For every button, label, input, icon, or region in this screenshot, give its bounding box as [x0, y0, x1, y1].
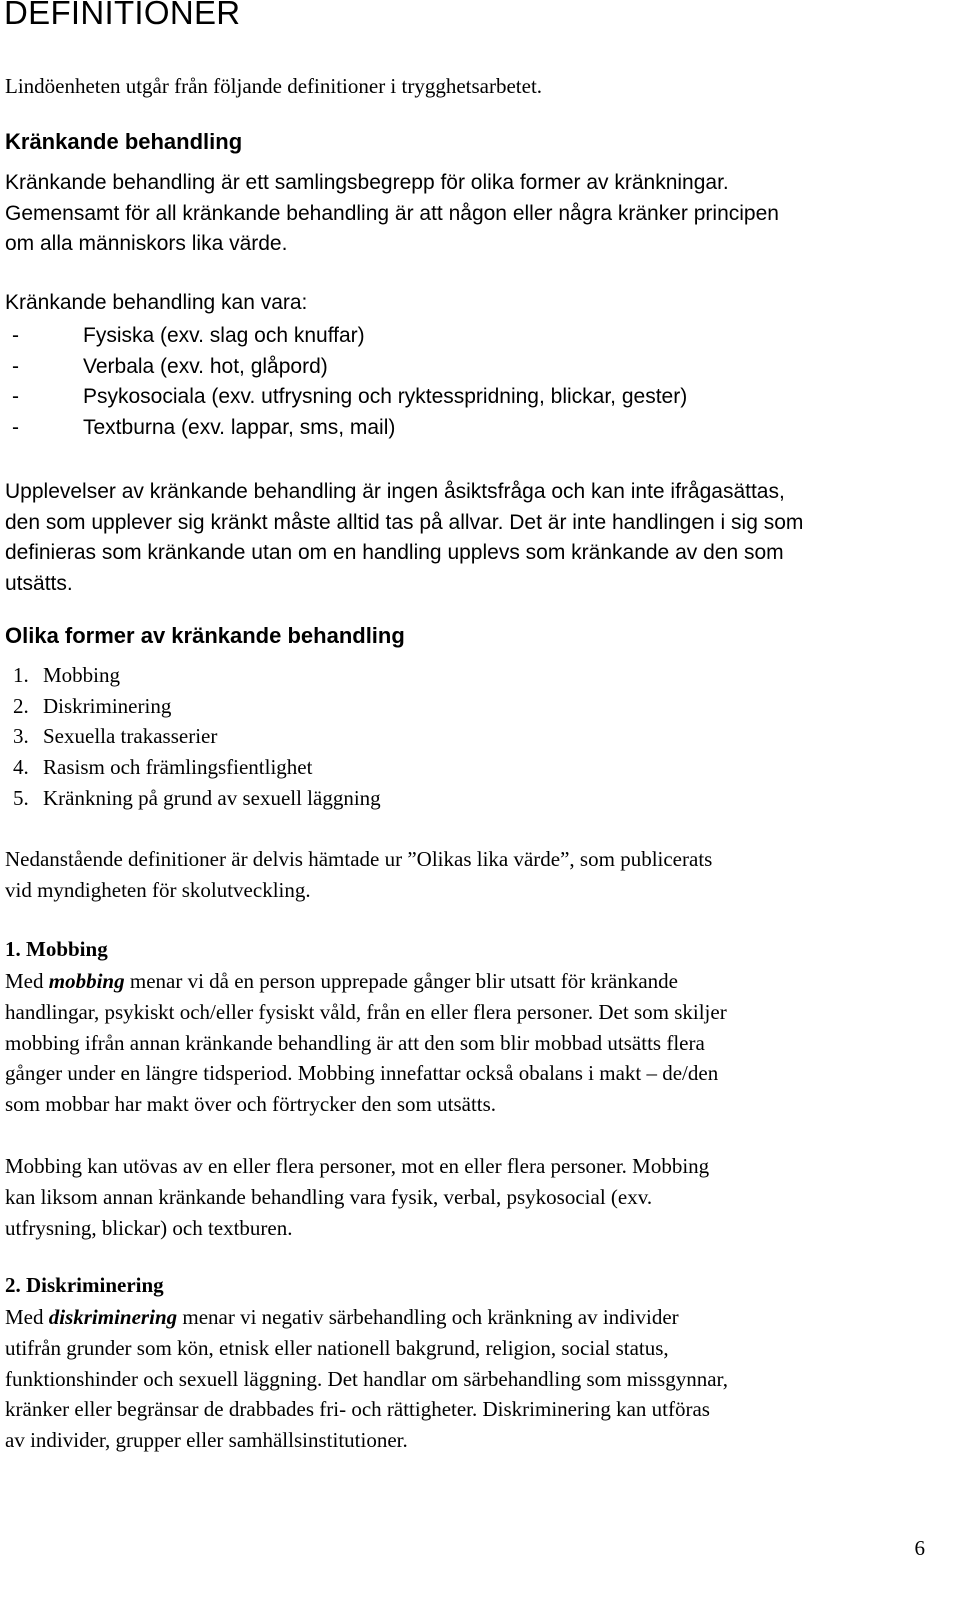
krankande-types-list — [5, 321, 687, 443]
list-item-label: Psykosociala (exv. utfrysning och ryktesspridning, blickar, gester) — [83, 385, 688, 408]
paragraph-line: utifrån grunder som kön, etnisk eller nationell bakgrund, religion, social status, — [5, 1335, 669, 1360]
list-item-label: Kränkning på grund av sexuell läggning — [43, 785, 381, 810]
paragraph-line: definieras som kränkande utan om en handling upplevs som kränkande av den som — [5, 541, 784, 564]
list-item-label: Diskriminering — [43, 693, 172, 718]
paragraph-line — [5, 1302, 728, 1333]
paragraph-line: som mobbar har makt över och förtrycker den som utsätts. — [5, 1092, 497, 1117]
paragraph-line: utsätts. — [5, 571, 73, 595]
experience-paragraph — [5, 477, 803, 599]
page-number: 6 — [914, 1536, 925, 1560]
list-number: 1. — [13, 663, 29, 687]
paragraph-line: mobbing ifrån annan kränkande behandling är att den som blir mobbad utsätts flera — [5, 1030, 705, 1055]
text-segment: menar vi då en person upprepade gånger blir utsatt för kränkande — [124, 969, 678, 993]
list-item-label: Mobbing — [43, 663, 121, 687]
paragraph-line: utfrysning, blickar) och textburen. — [5, 1215, 293, 1240]
list-item — [5, 321, 687, 352]
list-item — [5, 352, 687, 383]
list-number: 3. — [13, 724, 29, 749]
paragraph-line: funktionshinder och sexuell läggning. Det handlar om särbehandling som missgynnar, — [5, 1366, 728, 1391]
text-segment: menar vi negativ särbehandling och kränkning av individer — [177, 1305, 679, 1329]
dash-marker: - — [12, 324, 19, 347]
list-item-label: Verbala (exv. hot, glåpord) — [83, 354, 328, 378]
list-item-label: Sexuella trakasserier — [43, 724, 218, 749]
section-heading-mobbing: 1. Mobbing — [5, 937, 108, 961]
list-item — [5, 783, 381, 814]
paragraph-line: den som upplever sig kränkt måste alltid tas på allvar. Det är inte handlingen i sig som — [5, 510, 804, 534]
paragraph-line: handlingar, psykiskt och/eller fysiskt våld, från en eller flera personer. Det som skiljer — [5, 999, 727, 1024]
mobbing-paragraph-1 — [5, 966, 727, 1120]
source-paragraph — [5, 844, 712, 906]
paragraph-line: om alla människors lika värde. — [5, 232, 288, 255]
mobbing-paragraph-2 — [5, 1151, 709, 1243]
paragraph-line: Gemensamt för all kränkande behandling är att någon eller några kränker principen — [5, 201, 779, 225]
list-intro: Kränkande behandling kan vara: — [5, 291, 308, 314]
paragraph-line: vid myndigheten för skolutveckling. — [5, 877, 311, 902]
list-item-label: Rasism och främlingsfientlighet — [43, 755, 313, 780]
list-item — [5, 660, 381, 691]
emphasized-term: mobbing — [48, 969, 125, 993]
list-item — [5, 752, 381, 783]
list-number: 4. — [13, 755, 29, 780]
section-heading-olika-former: Olika former av kränkande behandling — [5, 623, 405, 648]
list-item — [5, 721, 381, 752]
paragraph-line: gånger under en längre tidsperiod. Mobbing innefattar också obalans i makt – de/den — [5, 1061, 719, 1086]
list-number: 5. — [13, 785, 29, 810]
page-title: DEFINITIONER — [4, 0, 241, 31]
list-number: 2. — [13, 693, 29, 718]
forms-numbered-list — [5, 660, 381, 814]
section-heading-diskriminering: 2. Diskriminering — [5, 1273, 164, 1297]
emphasized-term: diskriminering — [48, 1305, 178, 1329]
list-item-label: Fysiska (exv. slag och knuffar) — [83, 324, 365, 347]
dash-marker: - — [12, 354, 19, 378]
paragraph-line: Kränkande behandling är ett samlingsbegrepp för olika former av kränkningar. — [5, 171, 729, 194]
text-segment: Med — [5, 1305, 49, 1329]
dash-marker: - — [12, 385, 19, 408]
intro-text: Lindöenheten utgår från följande definitioner i trygghetsarbetet. — [5, 74, 543, 98]
paragraph-line: av individer, grupper eller samhällsinstitutioner. — [5, 1428, 408, 1453]
paragraph-line: Nedanstående definitioner är delvis hämtade ur ”Olikas lika värde”, som publicerats — [5, 847, 713, 871]
paragraph-line: Mobbing kan utövas av en eller flera personer, mot en eller flera personer. Mobbing — [5, 1154, 710, 1178]
list-item — [5, 691, 381, 722]
krankande-definition-paragraph — [5, 168, 779, 260]
paragraph-line: kränker eller begränsar de drabbades fri- och rättigheter. Diskriminering kan utföras — [5, 1397, 710, 1422]
section-heading-krankande-behandling: Kränkande behandling — [5, 129, 243, 154]
paragraph-line: kan liksom annan kränkande behandling vara fysik, verbal, psykosocial (exv. — [5, 1184, 653, 1209]
paragraph-line: Upplevelser av kränkande behandling är ingen åsiktsfråga och kan inte ifrågasättas, — [5, 480, 785, 503]
text-segment: Med — [5, 969, 49, 993]
dash-marker: - — [12, 415, 19, 439]
paragraph-line — [5, 966, 727, 997]
list-item — [5, 382, 687, 413]
diskriminering-paragraph — [5, 1302, 728, 1456]
list-item-label: Textburna (exv. lappar, sms, mail) — [83, 415, 396, 439]
list-item — [5, 413, 687, 444]
